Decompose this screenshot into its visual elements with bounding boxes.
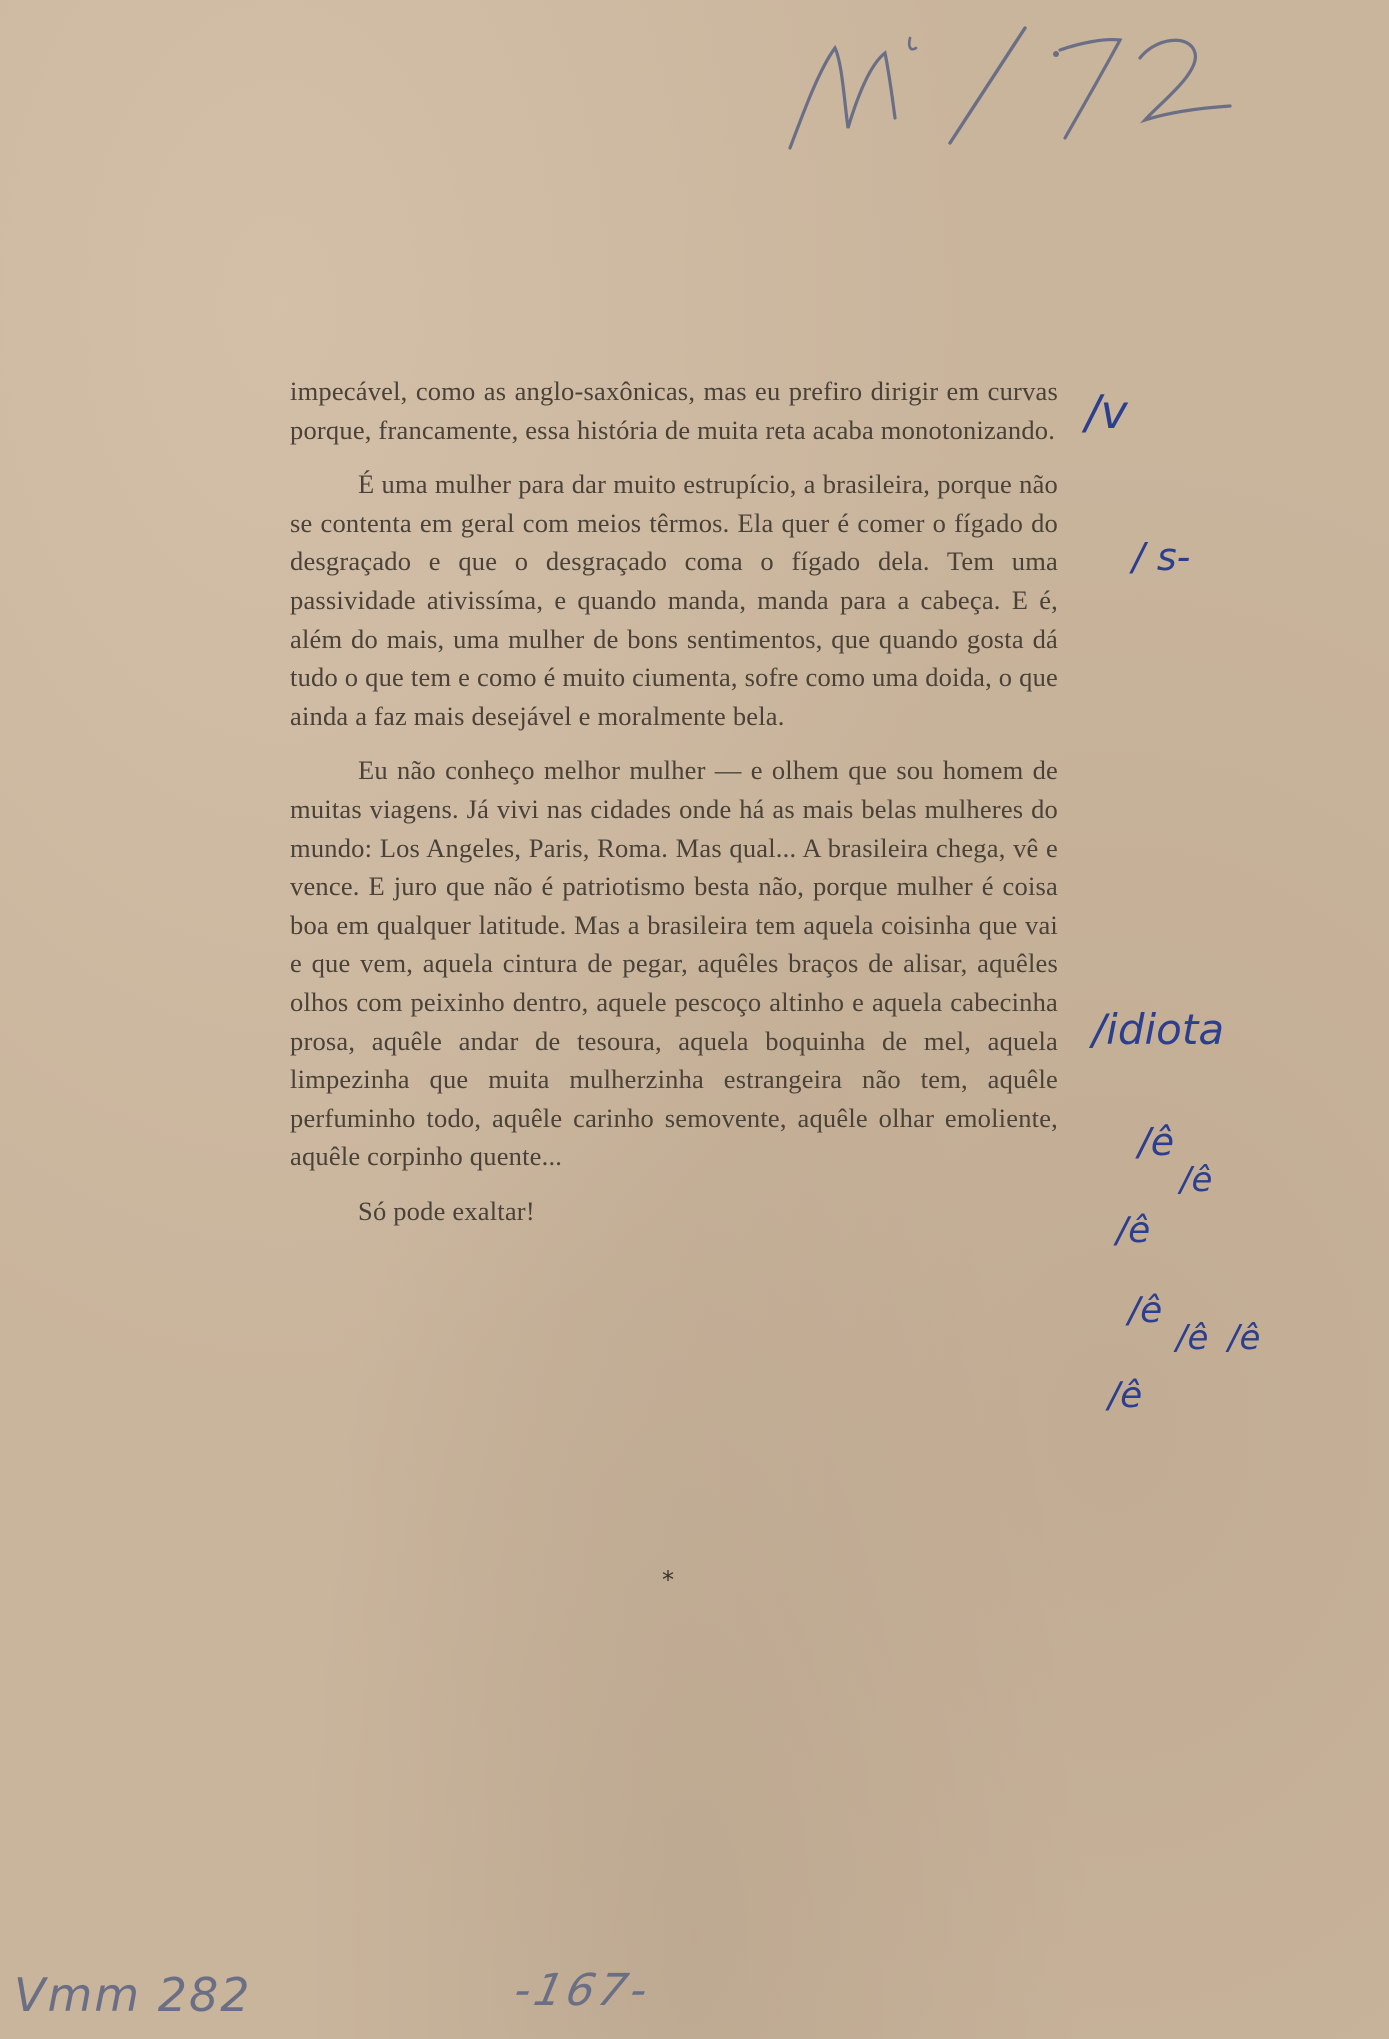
margin-note-correction: /ê (1180, 1160, 1213, 1200)
body-text (290, 372, 1058, 1246)
margin-note-correction: /ê (1228, 1318, 1261, 1358)
margin-note-correction: / s- (1132, 535, 1191, 579)
page-number: -167- (509, 1965, 657, 2016)
margin-note-correction: /v (1085, 385, 1128, 439)
margin-note-correction: /idiota (1092, 1005, 1225, 1054)
section-mark: * (662, 1566, 674, 1594)
handwritten-catalogue-mark (760, 8, 1280, 158)
margin-note-correction: /ê (1108, 1375, 1143, 1416)
paragraph: É uma mulher para dar muito estrupício, a brasileira, porque não se contenta em geral com meios têrmos. Ela quer é comer o fígado do desgraçado e que o desgraçado coma o fígado dela. Tem uma passividade ativissíma, e quando manda, manda para a cabeça. E é, além do mais, uma mulher de bons sentimentos, que quando gosta dá tudo o que tem e como é muito ciumenta, sofre como uma doida, o que ainda a faz mais desejável e moralmente bela. (290, 469, 1058, 731)
margin-note-correction: /ê (1116, 1210, 1151, 1251)
paragraph: impecável, como as anglo-saxônicas, mas eu prefiro dirigir em curvas porque, francamente, essa história de muita reta acaba monotonizando. (290, 376, 1058, 445)
archive-reference: Vmm 282 (14, 1968, 252, 2022)
closing-line: Só pode exaltar! (358, 1195, 535, 1226)
margin-note-correction: /ê (1176, 1318, 1209, 1358)
paragraph: Eu não conheço melhor mulher — e olhem que sou homem de muitas viagens. Já vivi nas cidades onde há as mais belas mulheres do mundo: Los Angeles, Paris, Roma. Mas qual... A brasileira chega, vê e vence. E juro que não é patriotismo besta não, porque mulher é coisa boa em qualquer latitude. Mas a brasileira tem aquela coisinha que vai e que vem, aquela cintura de pegar, aquêles braços de alisar, aquêles olhos com peixinho dentro, aquele pescoço altinho e aquela cabecinha prosa, aquêle andar de tesoura, aquela boquinha de mel, aquela limpezinha que muita mulherzinha estrangeira não tem, aquêle perfuminho todo, aquêle carinho semovente, aquêle olhar emoliente, aquêle corpinho quente... (290, 755, 1058, 1172)
margin-note-correction: /ê (1128, 1290, 1163, 1331)
margin-note-correction: /ê (1138, 1120, 1175, 1164)
